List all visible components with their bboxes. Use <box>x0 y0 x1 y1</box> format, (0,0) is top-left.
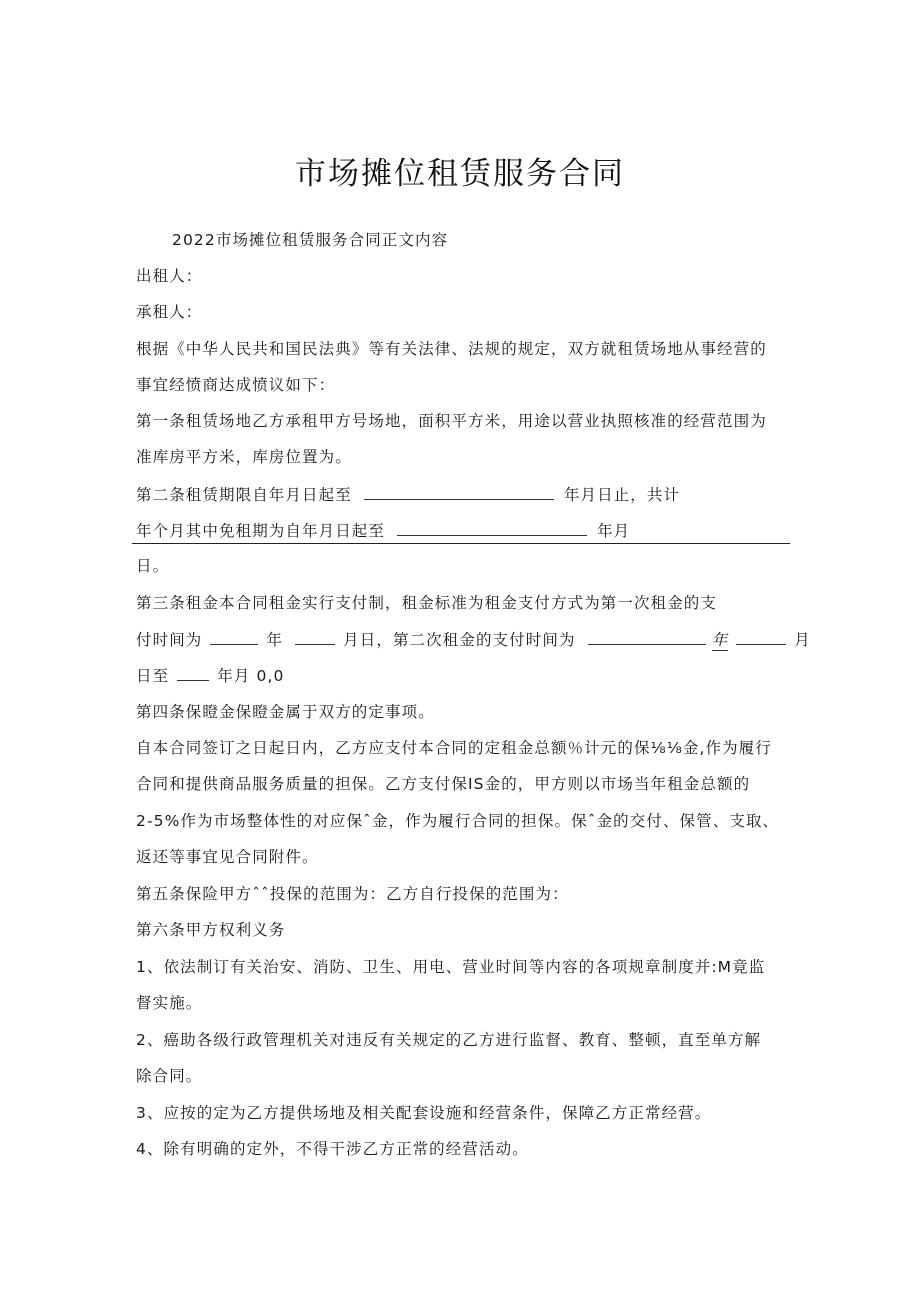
article6-title: 第六条甲方权利义务 <box>136 921 286 939</box>
lessee-line: 承租人： <box>136 303 203 321</box>
article4-line-3: 2-5%作为市场整体性的对应保ˆ金，作为履行合同的担保。保ˆ金的交付、保管、支取、 <box>136 812 780 830</box>
blank-line <box>177 665 209 681</box>
lessor-line: 出租人： <box>136 267 203 285</box>
article3-text: 日至 <box>136 667 170 685</box>
article4-line-2: 合同和提供商品服务质量的担保。乙方支付保IS金的，甲方则以市场当年租金总额的 <box>136 775 751 793</box>
article3-text: 年月 0,0 <box>217 667 285 685</box>
article2-text-start: 年个月其中免租期为自年月日起至 <box>136 522 386 540</box>
blank-line <box>588 629 706 645</box>
article4-line-1: 自本合同签订之日起日内，乙方应支付本合同的定租金总额％计元的保⅛⅛金,作为履行 <box>136 739 772 757</box>
article6-item2-line-1: 2、癌助各级行政管理机关对违反有关规定的乙方进行监督、教育、整顿，直至单方解 <box>136 1031 762 1049</box>
article6-item4-line: 4、除有明确的定外，不得干涉乙方正常的经营活动。 <box>136 1140 529 1158</box>
article2-text-start: 第二条租赁期限自年月日起至 <box>136 486 352 504</box>
article2-line-3: 日。 <box>136 557 170 575</box>
article6-item1-line-1: 1、依法制订有关治安、消防、卫生、用电、营业时间等内容的各项规章制度并:M竟监 <box>136 958 766 976</box>
article3-text: 年 <box>711 631 729 649</box>
article2-line-1 <box>136 484 680 505</box>
subtitle: 2022市场摊位租赁服务合同正文内容 <box>172 231 449 249</box>
article1-line-2: 准库房平方米，库房位置为。 <box>136 448 352 466</box>
blank-line <box>397 520 587 536</box>
article2-line-2 <box>136 520 630 541</box>
article1-line-1: 第一条租赁场地乙方承租甲方号场地，面积平方米，用途以营业执照核准的经营范围为 <box>136 412 767 430</box>
intro-line-2: 事宜经愤商达成愤议如下： <box>136 376 336 394</box>
horizontal-rule <box>132 543 790 544</box>
article3-line-1: 第三条租金本合同租金实行支付制，租金标准为租金支付方式为第一次租金的支 <box>136 594 718 612</box>
blank-line <box>736 629 786 645</box>
article3-text: 月 <box>794 631 811 649</box>
intro-line-1: 根据《中华人民共和国民法典》等有关法律、法规的规定，双方就租赁场地从事经营的 <box>136 340 767 358</box>
article6-item3-line: 3、应按的定为乙方提供场地及相关配套设施和经营条件，保障乙方正常经营。 <box>136 1104 712 1122</box>
blank-line <box>295 629 335 645</box>
article5-line: 第五条保险甲方ˆˆ投保的范围为：乙方自行投保的范围为： <box>136 885 569 903</box>
article3-text: 付时间为 <box>136 631 203 649</box>
article2-text-end: 年月 <box>597 522 631 540</box>
article3-text: 月日，第二次租金的支付时间为 <box>343 631 576 649</box>
article4-line-4: 返还等事宜见合同附件。 <box>136 848 319 866</box>
blank-line <box>364 484 554 500</box>
article4-title: 第四条保瞪金保瞪金属于双方的定事项。 <box>136 703 435 721</box>
article3-line-2 <box>136 629 811 651</box>
article6-item2-line-2: 除合同。 <box>136 1067 203 1085</box>
article3-text: 年 <box>266 631 284 649</box>
article2-text-end: 年月日止，共计 <box>563 486 681 504</box>
article6-item1-line-2: 督实施。 <box>136 994 203 1012</box>
article3-line-3 <box>136 665 284 686</box>
document-title: 市场摊位租赁服务合同 <box>295 156 625 192</box>
blank-line <box>210 629 258 645</box>
